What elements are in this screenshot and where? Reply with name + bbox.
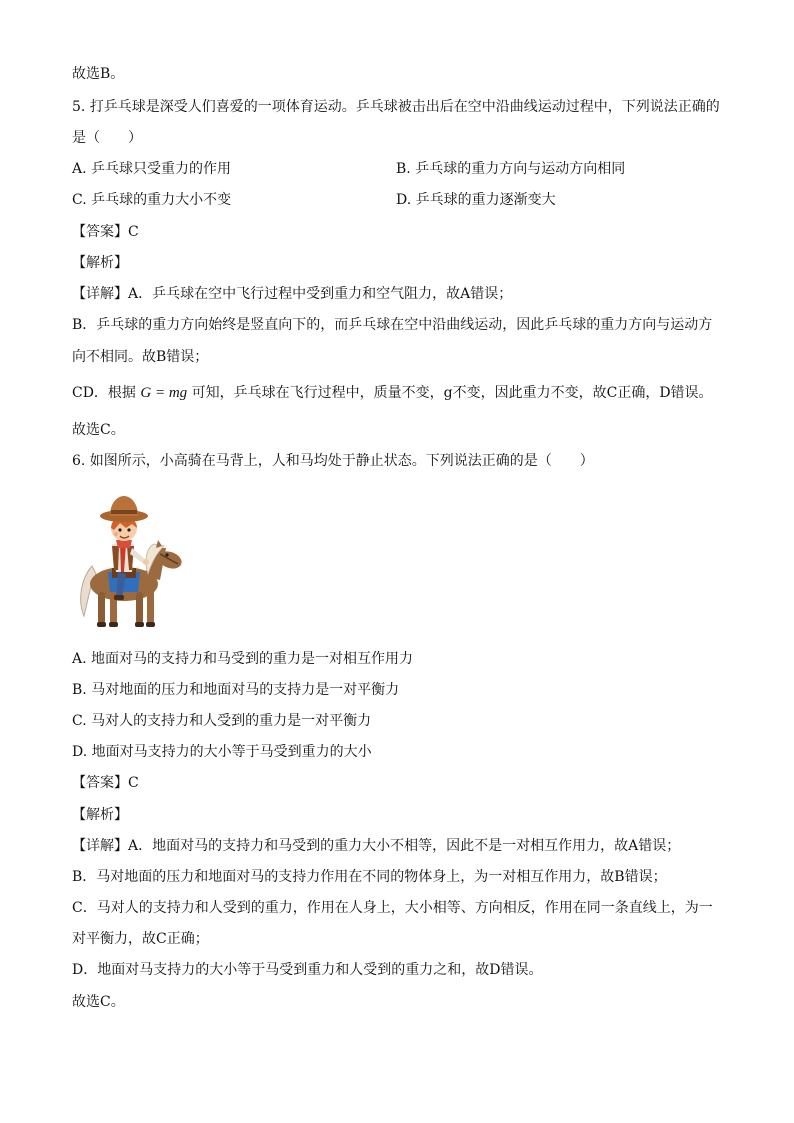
q6-detail-line-3: C．马对人的支持力和人受到的重力，作用在人身上，大小相等、方向相反，作用在同一条直线上，为一 <box>72 900 713 916</box>
q5-stem-line-1: 5. 打乒乓球是深受人们喜爱的一项体育运动。乒乓球被击出后在空中沿曲线运动过程中，下列说法正确的 <box>72 99 720 115</box>
q6-analysis-heading: 【解析】 <box>72 807 128 823</box>
q6-detail-line-5: D．地面对马支持力的大小等于马受到重力和人受到的重力之和，故D错误。 <box>72 962 543 978</box>
q5-answer: 【答案】C <box>72 224 139 240</box>
formula-g-equals-mg: G = mg <box>140 385 188 401</box>
q5-option-a: A. 乒乓球只受重力的作用 <box>72 161 232 177</box>
q6-option-c: C. 马对人的支持力和人受到的重力是一对平衡力 <box>72 713 372 729</box>
q5-option-c: C. 乒乓球的重力大小不变 <box>72 192 232 208</box>
q5-detail-line-3: 向不相同。故B错误； <box>72 349 209 365</box>
q6-option-b: B. 马对地面的压力和地面对马的支持力是一对平衡力 <box>72 682 400 698</box>
q5-choose: 故选C。 <box>72 422 125 438</box>
q5-detail-line-2: B．乒乓球的重力方向始终是竖直向下的，而乒乓球在空中沿曲线运动，因此乒乓球的重力方向与运动方 <box>72 317 713 333</box>
q6-option-a: A. 地面对马的支持力和马受到的重力是一对相互作用力 <box>72 651 414 667</box>
boy-on-horse-illustration <box>74 488 186 630</box>
q6-choose: 故选C。 <box>72 994 125 1010</box>
q6-answer: 【答案】C <box>72 775 139 791</box>
q5-detail-line-4 <box>72 383 713 403</box>
q5-stem-line-2: 是（ ） <box>72 130 142 146</box>
previous-choice: 故选B。 <box>72 66 125 82</box>
q5-option-d: D. 乒乓球的重力逐渐变大 <box>396 192 556 208</box>
q5-detail-line-4-pre: CD．根据 <box>72 385 136 401</box>
q6-option-d: D. 地面对马支持力的大小等于马受到重力的大小 <box>72 744 372 760</box>
q5-analysis-heading: 【解析】 <box>72 255 128 271</box>
q6-detail-line-1: 【详解】A．地面对马的支持力和马受到的重力大小不相等，因此不是一对相互作用力，故A错误； <box>72 838 681 854</box>
q6-detail-line-2: B．马对地面的压力和地面对马的支持力作用在不同的物体身上，为一对相互作用力，故B错误； <box>72 869 667 885</box>
q6-stem: 6. 如图所示，小高骑在马背上，人和马均处于静止状态。下列说法正确的是（ ） <box>72 453 594 469</box>
q5-detail-line-1: 【详解】A．乒乓球在空中飞行过程中受到重力和空气阻力，故A错误； <box>72 286 513 302</box>
q6-detail-line-4: 对平衡力，故C正确； <box>72 931 209 947</box>
q5-detail-line-4-post: 可知，乒乓球在飞行过程中，质量不变，g不变，因此重力不变，故C正确，D错误。 <box>191 385 713 401</box>
q5-option-b: B. 乒乓球的重力方向与运动方向相同 <box>396 161 626 177</box>
